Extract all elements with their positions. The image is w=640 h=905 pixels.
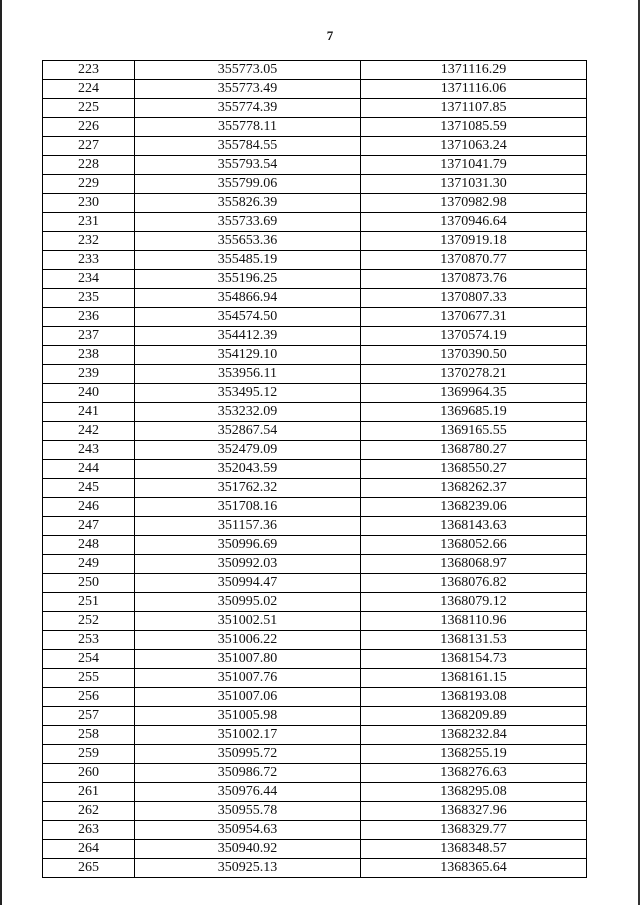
coordinates-table-body bbox=[43, 61, 587, 878]
x-coordinate-cell: 355773.49 bbox=[135, 80, 361, 99]
table-row bbox=[43, 460, 587, 479]
y-coordinate-cell: 1370870.77 bbox=[361, 251, 587, 270]
point-number-cell: 245 bbox=[43, 479, 135, 498]
x-coordinate-cell: 353956.11 bbox=[135, 365, 361, 384]
x-coordinate-cell: 352043.59 bbox=[135, 460, 361, 479]
y-coordinate-cell: 1369685.19 bbox=[361, 403, 587, 422]
x-coordinate-cell: 350995.02 bbox=[135, 593, 361, 612]
y-coordinate-cell: 1368232.84 bbox=[361, 726, 587, 745]
x-coordinate-cell: 351762.32 bbox=[135, 479, 361, 498]
coordinates-table bbox=[42, 60, 587, 878]
point-number-cell: 247 bbox=[43, 517, 135, 536]
x-coordinate-cell: 355774.39 bbox=[135, 99, 361, 118]
point-number-cell: 253 bbox=[43, 631, 135, 650]
y-coordinate-cell: 1370278.21 bbox=[361, 365, 587, 384]
x-coordinate-cell: 353232.09 bbox=[135, 403, 361, 422]
y-coordinate-cell: 1368052.66 bbox=[361, 536, 587, 555]
y-coordinate-cell: 1369964.35 bbox=[361, 384, 587, 403]
point-number-cell: 239 bbox=[43, 365, 135, 384]
x-coordinate-cell: 355773.05 bbox=[135, 61, 361, 80]
table-row bbox=[43, 308, 587, 327]
y-coordinate-cell: 1370807.33 bbox=[361, 289, 587, 308]
y-coordinate-cell: 1368143.63 bbox=[361, 517, 587, 536]
y-coordinate-cell: 1368365.64 bbox=[361, 859, 587, 878]
point-number-cell: 257 bbox=[43, 707, 135, 726]
point-number-cell: 235 bbox=[43, 289, 135, 308]
table-row bbox=[43, 232, 587, 251]
y-coordinate-cell: 1368193.08 bbox=[361, 688, 587, 707]
point-number-cell: 234 bbox=[43, 270, 135, 289]
y-coordinate-cell: 1368076.82 bbox=[361, 574, 587, 593]
x-coordinate-cell: 354129.10 bbox=[135, 346, 361, 365]
point-number-cell: 259 bbox=[43, 745, 135, 764]
y-coordinate-cell: 1371041.79 bbox=[361, 156, 587, 175]
x-coordinate-cell: 353495.12 bbox=[135, 384, 361, 403]
point-number-cell: 225 bbox=[43, 99, 135, 118]
table-row bbox=[43, 555, 587, 574]
point-number-cell: 254 bbox=[43, 650, 135, 669]
x-coordinate-cell: 355733.69 bbox=[135, 213, 361, 232]
point-number-cell: 229 bbox=[43, 175, 135, 194]
table-row bbox=[43, 137, 587, 156]
point-number-cell: 260 bbox=[43, 764, 135, 783]
y-coordinate-cell: 1371107.85 bbox=[361, 99, 587, 118]
y-coordinate-cell: 1370982.98 bbox=[361, 194, 587, 213]
point-number-cell: 255 bbox=[43, 669, 135, 688]
point-number-cell: 252 bbox=[43, 612, 135, 631]
x-coordinate-cell: 350995.72 bbox=[135, 745, 361, 764]
point-number-cell: 231 bbox=[43, 213, 135, 232]
table-row bbox=[43, 840, 587, 859]
table-row bbox=[43, 194, 587, 213]
table-row bbox=[43, 384, 587, 403]
x-coordinate-cell: 355799.06 bbox=[135, 175, 361, 194]
x-coordinate-cell: 351007.06 bbox=[135, 688, 361, 707]
x-coordinate-cell: 350940.92 bbox=[135, 840, 361, 859]
table-row bbox=[43, 270, 587, 289]
x-coordinate-cell: 350925.13 bbox=[135, 859, 361, 878]
point-number-cell: 243 bbox=[43, 441, 135, 460]
point-number-cell: 242 bbox=[43, 422, 135, 441]
table-row bbox=[43, 346, 587, 365]
point-number-cell: 238 bbox=[43, 346, 135, 365]
x-coordinate-cell: 350986.72 bbox=[135, 764, 361, 783]
x-coordinate-cell: 355196.25 bbox=[135, 270, 361, 289]
point-number-cell: 261 bbox=[43, 783, 135, 802]
point-number-cell: 240 bbox=[43, 384, 135, 403]
point-number-cell: 224 bbox=[43, 80, 135, 99]
point-number-cell: 264 bbox=[43, 840, 135, 859]
table-row bbox=[43, 707, 587, 726]
table-row bbox=[43, 783, 587, 802]
point-number-cell: 262 bbox=[43, 802, 135, 821]
y-coordinate-cell: 1368209.89 bbox=[361, 707, 587, 726]
point-number-cell: 227 bbox=[43, 137, 135, 156]
point-number-cell: 263 bbox=[43, 821, 135, 840]
point-number-cell: 246 bbox=[43, 498, 135, 517]
point-number-cell: 226 bbox=[43, 118, 135, 137]
point-number-cell: 256 bbox=[43, 688, 135, 707]
table-row bbox=[43, 650, 587, 669]
y-coordinate-cell: 1368068.97 bbox=[361, 555, 587, 574]
x-coordinate-cell: 351002.51 bbox=[135, 612, 361, 631]
point-number-cell: 237 bbox=[43, 327, 135, 346]
table-row bbox=[43, 422, 587, 441]
y-coordinate-cell: 1368329.77 bbox=[361, 821, 587, 840]
table-row bbox=[43, 289, 587, 308]
x-coordinate-cell: 354412.39 bbox=[135, 327, 361, 346]
point-number-cell: 248 bbox=[43, 536, 135, 555]
x-coordinate-cell: 350954.63 bbox=[135, 821, 361, 840]
x-coordinate-cell: 355778.11 bbox=[135, 118, 361, 137]
y-coordinate-cell: 1370574.19 bbox=[361, 327, 587, 346]
x-coordinate-cell: 355784.55 bbox=[135, 137, 361, 156]
table-row bbox=[43, 764, 587, 783]
y-coordinate-cell: 1368131.53 bbox=[361, 631, 587, 650]
point-number-cell: 249 bbox=[43, 555, 135, 574]
x-coordinate-cell: 350996.69 bbox=[135, 536, 361, 555]
table-row bbox=[43, 327, 587, 346]
point-number-cell: 236 bbox=[43, 308, 135, 327]
y-coordinate-cell: 1369165.55 bbox=[361, 422, 587, 441]
point-number-cell: 232 bbox=[43, 232, 135, 251]
table-row bbox=[43, 156, 587, 175]
x-coordinate-cell: 355485.19 bbox=[135, 251, 361, 270]
table-row bbox=[43, 441, 587, 460]
table-row bbox=[43, 118, 587, 137]
table-row bbox=[43, 593, 587, 612]
x-coordinate-cell: 350955.78 bbox=[135, 802, 361, 821]
y-coordinate-cell: 1371063.24 bbox=[361, 137, 587, 156]
y-coordinate-cell: 1368348.57 bbox=[361, 840, 587, 859]
x-coordinate-cell: 351157.36 bbox=[135, 517, 361, 536]
y-coordinate-cell: 1370873.76 bbox=[361, 270, 587, 289]
table-row bbox=[43, 631, 587, 650]
x-coordinate-cell: 354866.94 bbox=[135, 289, 361, 308]
table-row bbox=[43, 821, 587, 840]
y-coordinate-cell: 1371116.06 bbox=[361, 80, 587, 99]
page-number: 7 bbox=[326, 28, 334, 43]
y-coordinate-cell: 1368550.27 bbox=[361, 460, 587, 479]
x-coordinate-cell: 352479.09 bbox=[135, 441, 361, 460]
point-number-cell: 230 bbox=[43, 194, 135, 213]
y-coordinate-cell: 1368276.63 bbox=[361, 764, 587, 783]
y-coordinate-cell: 1368327.96 bbox=[361, 802, 587, 821]
point-number-cell: 251 bbox=[43, 593, 135, 612]
table-row bbox=[43, 802, 587, 821]
point-number-cell: 223 bbox=[43, 61, 135, 80]
table-row bbox=[43, 479, 587, 498]
y-coordinate-cell: 1370946.64 bbox=[361, 213, 587, 232]
x-coordinate-cell: 351006.22 bbox=[135, 631, 361, 650]
y-coordinate-cell: 1368262.37 bbox=[361, 479, 587, 498]
table-row bbox=[43, 61, 587, 80]
table-row bbox=[43, 612, 587, 631]
point-number-cell: 241 bbox=[43, 403, 135, 422]
x-coordinate-cell: 355826.39 bbox=[135, 194, 361, 213]
y-coordinate-cell: 1368295.08 bbox=[361, 783, 587, 802]
y-coordinate-cell: 1368780.27 bbox=[361, 441, 587, 460]
table-row bbox=[43, 859, 587, 878]
x-coordinate-cell: 352867.54 bbox=[135, 422, 361, 441]
table-row bbox=[43, 498, 587, 517]
y-coordinate-cell: 1368154.73 bbox=[361, 650, 587, 669]
x-coordinate-cell: 350994.47 bbox=[135, 574, 361, 593]
table-row bbox=[43, 517, 587, 536]
x-coordinate-cell: 351007.80 bbox=[135, 650, 361, 669]
table-row bbox=[43, 574, 587, 593]
table-row bbox=[43, 745, 587, 764]
table-row bbox=[43, 403, 587, 422]
y-coordinate-cell: 1371085.59 bbox=[361, 118, 587, 137]
x-coordinate-cell: 351002.17 bbox=[135, 726, 361, 745]
point-number-cell: 250 bbox=[43, 574, 135, 593]
y-coordinate-cell: 1368161.15 bbox=[361, 669, 587, 688]
x-coordinate-cell: 351005.98 bbox=[135, 707, 361, 726]
table-row bbox=[43, 726, 587, 745]
x-coordinate-cell: 351007.76 bbox=[135, 669, 361, 688]
y-coordinate-cell: 1368079.12 bbox=[361, 593, 587, 612]
x-coordinate-cell: 350992.03 bbox=[135, 555, 361, 574]
table-row bbox=[43, 365, 587, 384]
point-number-cell: 244 bbox=[43, 460, 135, 479]
point-number-cell: 233 bbox=[43, 251, 135, 270]
table-row bbox=[43, 80, 587, 99]
x-coordinate-cell: 354574.50 bbox=[135, 308, 361, 327]
y-coordinate-cell: 1370919.18 bbox=[361, 232, 587, 251]
table-row bbox=[43, 688, 587, 707]
y-coordinate-cell: 1368255.19 bbox=[361, 745, 587, 764]
table-row bbox=[43, 175, 587, 194]
table-row bbox=[43, 213, 587, 232]
table-row bbox=[43, 669, 587, 688]
x-coordinate-cell: 355653.36 bbox=[135, 232, 361, 251]
table-row bbox=[43, 99, 587, 118]
x-coordinate-cell: 350976.44 bbox=[135, 783, 361, 802]
x-coordinate-cell: 351708.16 bbox=[135, 498, 361, 517]
y-coordinate-cell: 1371031.30 bbox=[361, 175, 587, 194]
y-coordinate-cell: 1371116.29 bbox=[361, 61, 587, 80]
table-row bbox=[43, 251, 587, 270]
y-coordinate-cell: 1368239.06 bbox=[361, 498, 587, 517]
y-coordinate-cell: 1370677.31 bbox=[361, 308, 587, 327]
point-number-cell: 258 bbox=[43, 726, 135, 745]
y-coordinate-cell: 1368110.96 bbox=[361, 612, 587, 631]
point-number-cell: 228 bbox=[43, 156, 135, 175]
point-number-cell: 265 bbox=[43, 859, 135, 878]
table-row bbox=[43, 536, 587, 555]
x-coordinate-cell: 355793.54 bbox=[135, 156, 361, 175]
y-coordinate-cell: 1370390.50 bbox=[361, 346, 587, 365]
page-left-edge bbox=[0, 0, 2, 905]
